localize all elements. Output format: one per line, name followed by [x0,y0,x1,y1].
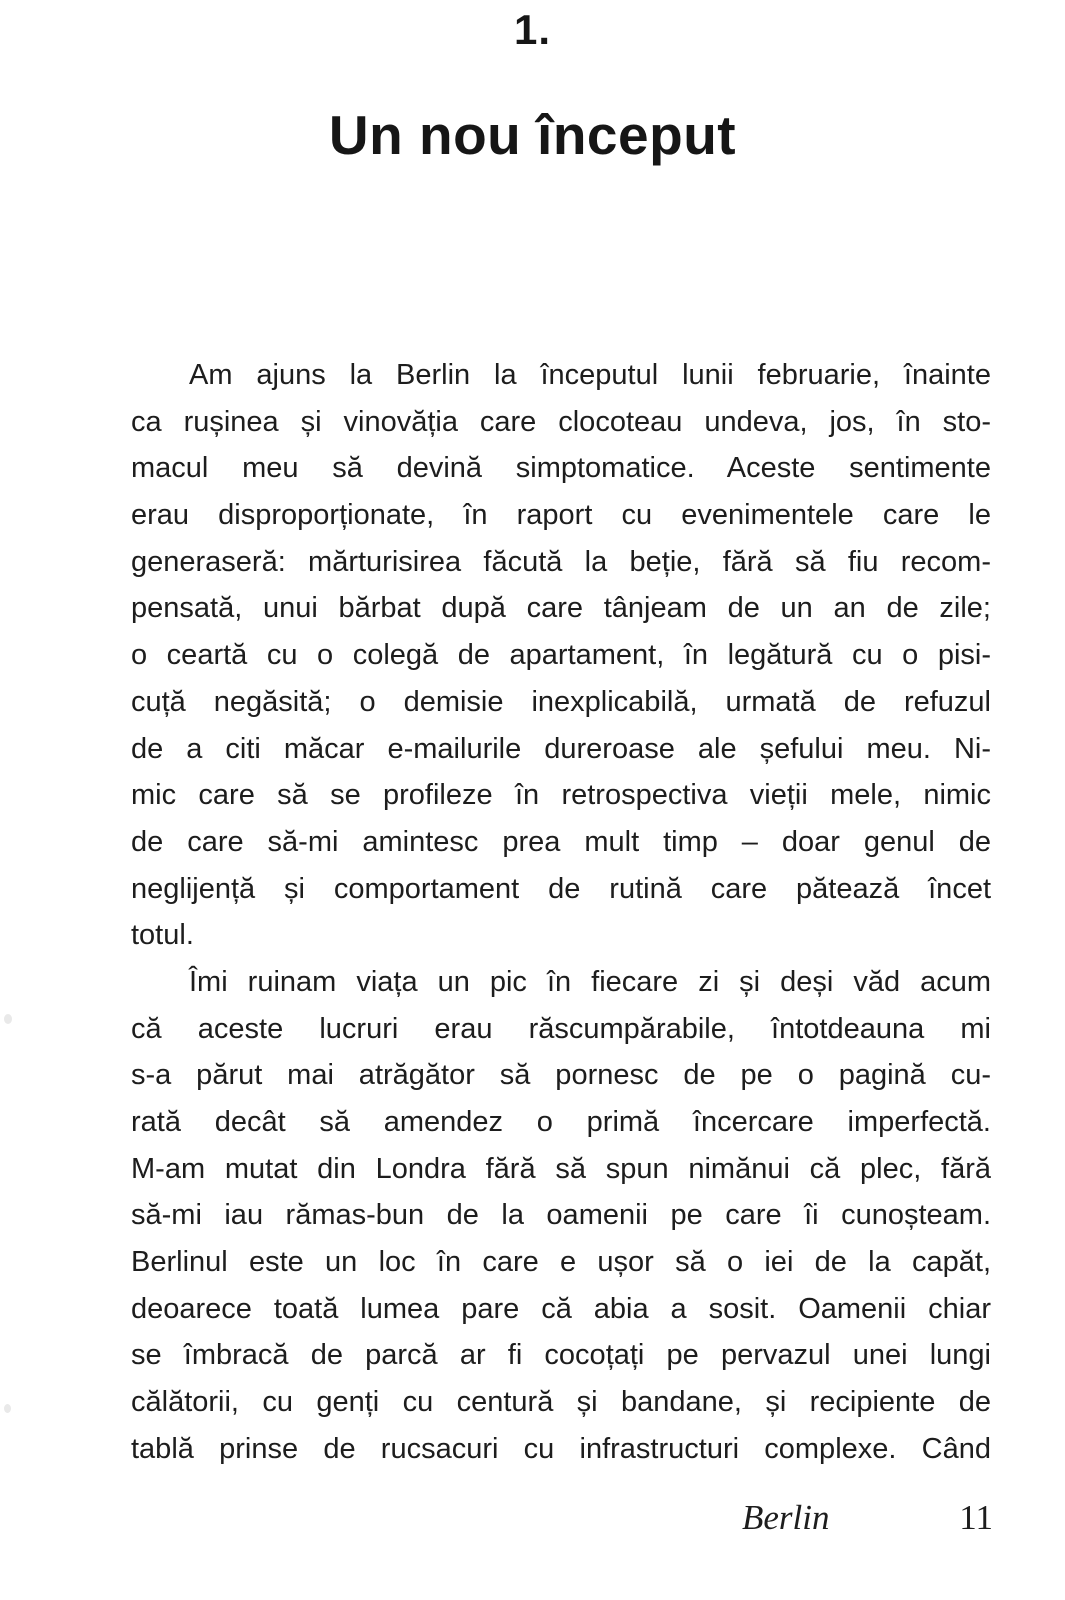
body-line: ca rușinea și vinovăția care clocoteau undeva, jos, în sto- [131,405,991,438]
footer-page-number: 11 [959,1498,993,1537]
body-line: erau disproporționate, în raport cu evenimentele care le [131,499,991,532]
body-line: s-a părut mai atrăgător să pornesc de pe o pagină cu- [131,1059,991,1092]
body-line: deoarece toată lumea pare că abia a sosit. Oamenii chiar [131,1292,991,1325]
body-line: neglijență și comportament de rutină care pătează încet [131,872,991,905]
body-line: M-am mutat din Londra fără să spun nimănui că plec, fără [131,1152,991,1185]
body-line: de a citi măcar e-mailurile dureroase ale șefului meu. Ni- [131,732,991,765]
body-line: totul. [131,919,194,952]
body-line: cuță negăsită; o demisie inexplicabilă, urmată de refuzul [131,685,991,718]
scan-artifact [4,1014,12,1024]
body-line: să-mi iau rămas-bun de la oamenii pe care îi cunoșteam. [131,1199,991,1232]
body-line: Berlinul este un loc în care e ușor să o iei de la capăt, [131,1246,991,1279]
footer-running-title: Berlin [742,1498,830,1537]
body-line: Îmi ruinam viața un pic în fiecare zi și deși văd acum [189,965,991,998]
chapter-title: Un nou început [328,104,737,166]
body-line: o ceartă cu o colegă de apartament, în legătură cu o pisi- [131,639,991,672]
body-line: pensată, unui bărbat după care tânjeam de un an de zile; [131,592,991,625]
body-line: mic care să se profileze în retrospectiva vieții mele, nimic [131,779,991,812]
body-line: tablă prinse de rucsacuri cu infrastructuri complexe. Când [131,1432,991,1465]
body-line: rată decât să amendez o primă încercare imperfectă. [131,1106,991,1138]
body-line: călătorii, cu genți cu centură și bandane, și recipiente de [131,1386,991,1419]
body-line: se îmbracă de parcă ar fi cocoțați pe pervazul unei lungi [131,1339,991,1372]
body-line: că aceste lucruri erau răscumpărabile, întotdeauna mi [131,1012,991,1045]
body-line: de care să-mi amintesc prea mult timp – doar genul de [131,825,991,858]
body-line: generaseră: mărturisirea făcută la beție, fără să fiu recom- [131,545,991,578]
body-line: macul meu să devină simptomatice. Aceste sentimente [131,452,991,485]
chapter-number: 1. [513,6,552,53]
body-text-block [131,352,991,1473]
scan-artifact [4,1404,11,1413]
body-line: Am ajuns la Berlin la începutul lunii februarie, înainte [189,359,991,391]
